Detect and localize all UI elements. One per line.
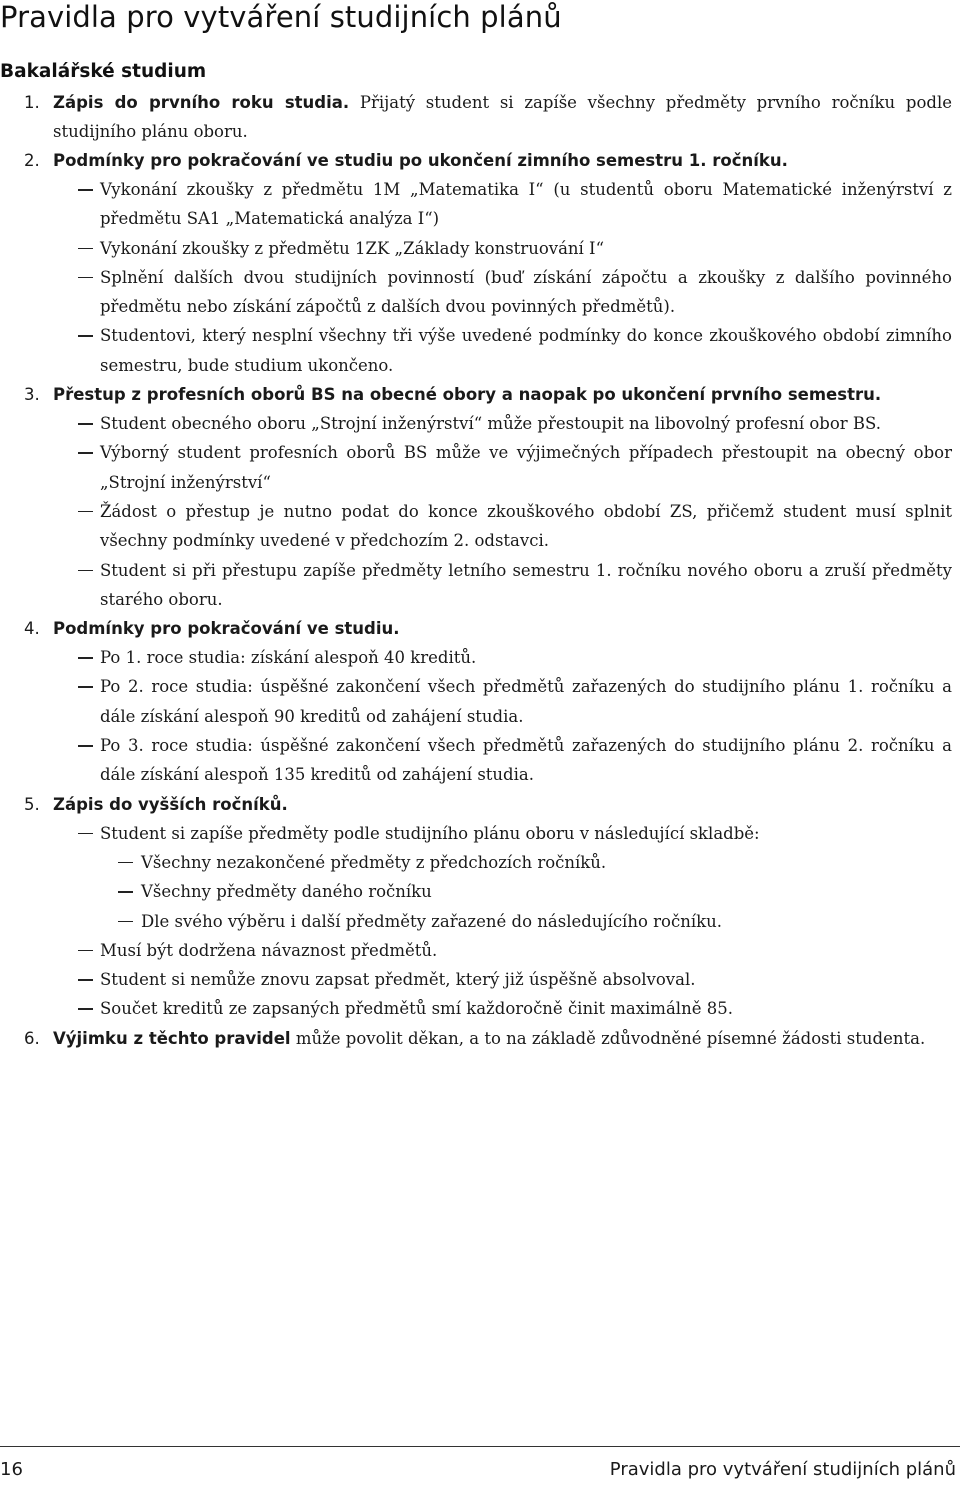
item-heading: Podmínky pro pokračování ve studiu. [53,619,400,639]
item-number: 2. [24,151,40,170]
list-item [53,819,952,936]
rule-item-6 [0,1024,952,1053]
list-item: Student si při přestupu zapíše předměty letního semestru 1. ročníku nového oboru a zruší předměty starého oboru. [53,556,952,615]
item-text [53,1024,952,1053]
rule-item-1 [0,88,952,146]
sub-list [0,409,952,614]
page-title: Pravidla pro vytváření studijních plánů [0,0,562,34]
list-item: Splnění dalších dvou studijních povinností (buď získání zápočtu a zkoušky z dalšího povinného předmětu nebo získání zápočtů z dalších dvou povinných předmětů). [53,263,952,322]
item-text [53,790,952,819]
list-item: Dle svého výběru i další předměty zařazené do následujícího ročníku. [100,907,952,936]
list-item: Po 1. roce studia: získání alespoň 40 kreditů. [53,643,952,672]
sub-list [0,819,952,1024]
list-item: Všechny předměty daného ročníku [100,877,952,906]
list-item-text: Student si zapíše předměty podle studijního plánu oboru v následující skladbě: [100,823,760,843]
item-heading: Podmínky pro pokračování ve studiu po ukončení zimního semestru 1. ročníku. [53,151,788,170]
section-heading: Bakalářské studium [0,61,207,82]
item-number: 1. [24,93,40,112]
item-text [53,88,952,146]
list-item: Výborný student profesních oborů BS může ve výjimečných případech přestoupit na obecný obor „Strojní inženýrství“ [53,438,952,497]
item-number: 4. [24,619,40,639]
nested-sub-list [100,848,952,936]
footer-divider [0,1446,960,1447]
item-heading: Výjimku z těchto pravidel [53,1028,291,1048]
item-text [53,380,952,409]
sub-list [0,175,952,380]
item-body: Přijatý student si zapíše všechny předměty prvního ročníku podle studijního plánu oboru. [53,93,953,141]
list-item: Vykonání zkoušky z předmětu 1ZK „Základy konstruování I“ [53,234,952,263]
rule-item-2 [0,146,952,380]
list-item: Všechny nezakončené předměty z předchozích ročníků. [100,848,952,877]
item-heading: Zápis do vyšších ročníků. [53,794,288,814]
list-item: Součet kreditů ze zapsaných předmětů smí každoročně činit maximálně 85. [53,994,952,1023]
document-body [0,88,952,1053]
list-item: Po 2. roce studia: úspěšné zakončení všech předmětů zařazených do studijního plánu 1. ročníku a dále získání alespoň 90 kreditů od zahájení studia. [53,672,952,731]
list-item: Žádost o přestup je nutno podat do konce zkouškového období ZS, přičemž student musí splnit všechny podmínky uvedené v předchozím 2. odstavci. [53,497,952,556]
rule-item-4 [0,614,952,789]
item-heading: Přestup z profesních oborů BS na obecné obory a naopak po ukončení prvního semestru. [53,385,882,405]
list-item: Po 3. roce studia: úspěšné zakončení všech předmětů zařazených do studijního plánu 2. ročníku a dále získání alespoň 135 kreditů od zahájení studia. [53,731,952,790]
running-title: Pravidla pro vytváření studijních plánů [609,1459,956,1480]
item-text [53,146,952,175]
item-body: může povolit děkan, a to na základě zdůvodněné písemné žádosti studenta. [290,1028,926,1048]
list-item: Student si nemůže znovu zapsat předmět, který již úspěšně absolvoval. [53,965,952,994]
sub-list [0,643,952,789]
item-number: 3. [24,385,40,405]
list-item: Studentovi, který nesplní všechny tři výše uvedené podmínky do konce zkouškového období zimního semestru, bude studium ukončeno. [53,321,952,380]
rules-list [0,88,952,1053]
item-number: 6. [24,1028,40,1048]
list-item: Vykonání zkoušky z předmětu 1M „Matematika I“ (u studentů oboru Matematické inženýrství z předmětu SA1 „Matematická analýza I“) [53,175,952,234]
item-text [53,614,952,643]
list-item: Musí být dodržena návaznost předmětů. [53,936,952,965]
rule-item-3 [0,380,952,614]
item-number: 5. [24,794,40,814]
list-item: Student obecného oboru „Strojní inženýrství“ může přestoupit na libovolný profesní obor BS. [53,409,952,438]
item-heading: Zápis do prvního roku studia. [53,93,350,112]
rule-item-5 [0,790,952,1024]
page-number: 16 [0,1459,23,1480]
